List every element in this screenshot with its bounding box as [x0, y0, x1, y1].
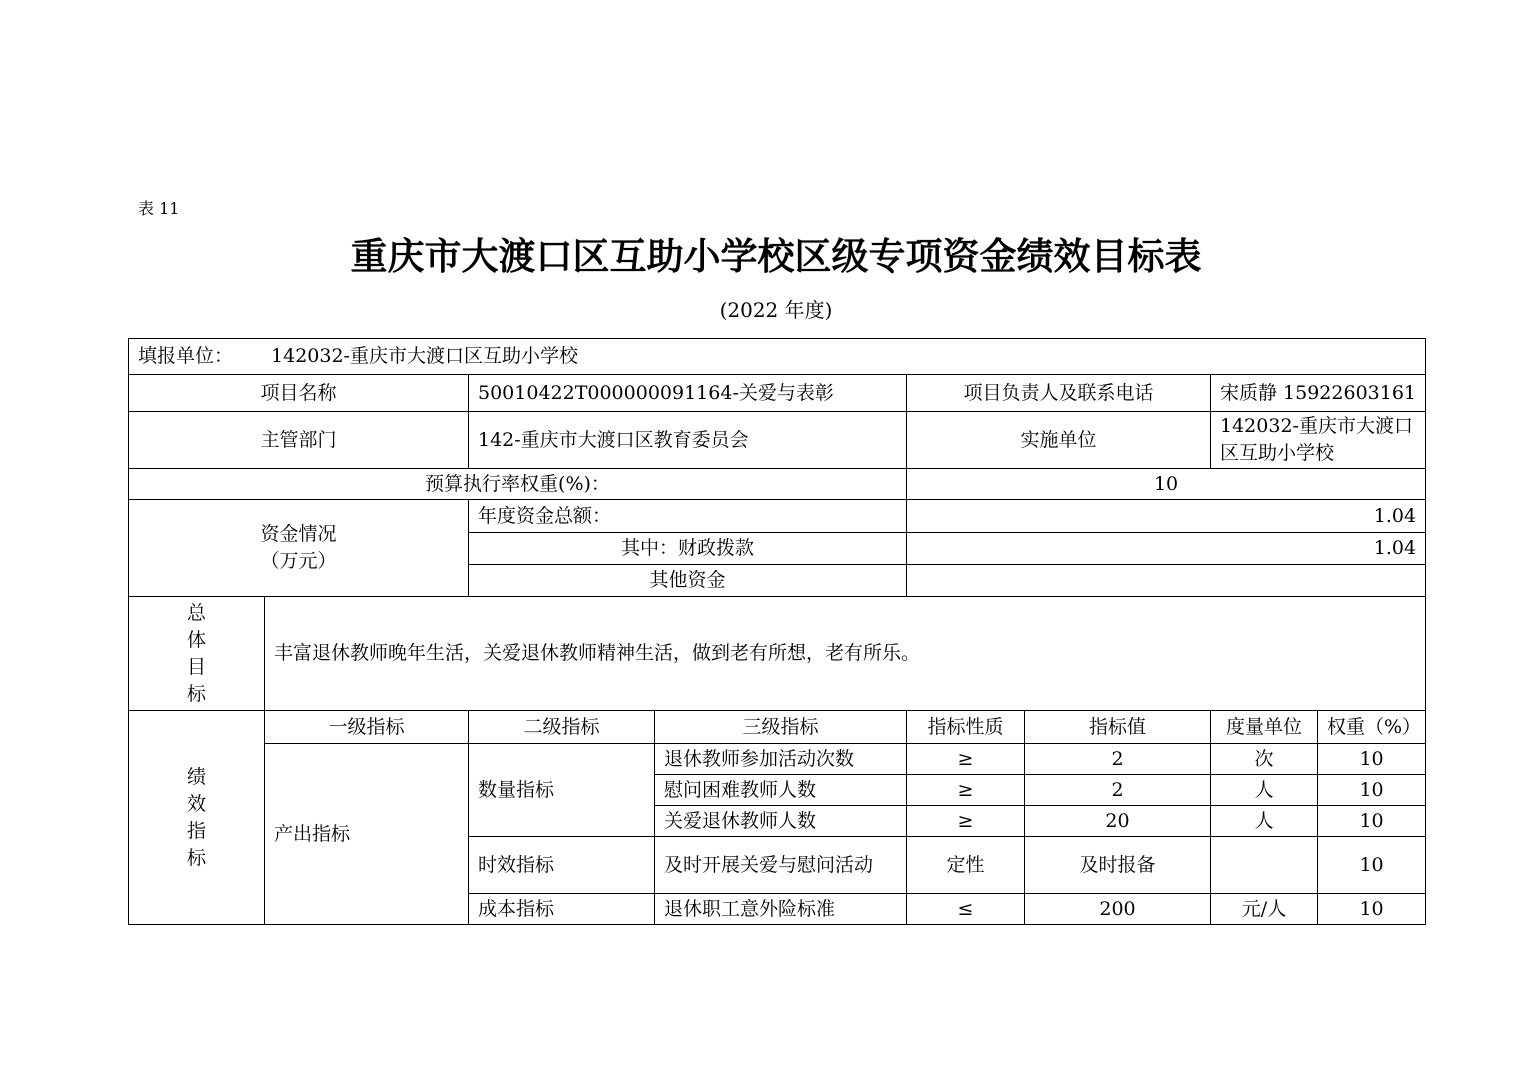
level2-indicator: 数量指标: [469, 744, 655, 837]
fill-unit-label: 填报单位：: [138, 345, 234, 367]
fill-unit-value: 142032-重庆市大渡口区互助小学校: [271, 345, 578, 367]
indicator-value: 2: [1025, 744, 1211, 775]
indicator-value: 200: [1025, 894, 1211, 925]
indicator-weight: 10: [1318, 837, 1426, 894]
level3-indicator: 退休教师参加活动次数: [655, 744, 907, 775]
level3-indicator: 及时开展关爱与慰问活动: [655, 837, 907, 894]
indicator-weight: 10: [1318, 744, 1426, 775]
indicator-nature: ≥: [907, 806, 1025, 837]
indicator-weight: 10: [1318, 894, 1426, 925]
level3-indicator: 慰问困难教师人数: [655, 775, 907, 806]
table-row: [129, 744, 1426, 775]
indicator-unit: 人: [1211, 806, 1318, 837]
funds-total-value: 1.04: [907, 500, 1426, 533]
goal-label-char: 体: [186, 628, 206, 651]
indicator-unit: 元/人: [1211, 894, 1318, 925]
dept-label: 主管部门: [129, 412, 469, 469]
impl-value: 142032-重庆市大渡口区互助小学校: [1211, 412, 1426, 469]
funds-other-value: [907, 565, 1426, 597]
indicator-value: 20: [1025, 806, 1211, 837]
contact-value: 宋质静 15922603161: [1211, 375, 1426, 412]
funds-unit: （万元）: [260, 550, 337, 572]
contact-label: 项目负责人及联系电话: [907, 375, 1211, 412]
header-weight: 权重（%）: [1318, 711, 1426, 744]
table-number: 表 11: [138, 199, 180, 218]
document-year: (2022 年度): [719, 298, 833, 322]
funds-fiscal-label: 其中：财政拨款: [469, 533, 907, 565]
indicator-header-row: [129, 711, 1426, 744]
goal-label-char: 目: [186, 655, 206, 678]
funds-total-label: 年度资金总额：: [469, 500, 907, 533]
indicator-label-char: 指: [186, 819, 206, 842]
indicator-nature: 定性: [907, 837, 1025, 894]
impl-label: 实施单位: [907, 412, 1211, 469]
header-unit: 度量单位: [1211, 711, 1318, 744]
indicator-label: [129, 711, 265, 925]
indicator-label-char: 效: [186, 792, 206, 815]
level2-indicator: 时效指标: [469, 837, 655, 894]
indicator-label-char: 绩: [186, 765, 206, 788]
budget-rate-row: [129, 469, 1426, 500]
document-title: 重庆市大渡口区互助小学校区级专项资金绩效目标表: [350, 235, 1202, 278]
header-level2: 二级指标: [469, 711, 655, 744]
level3-indicator: 关爱退休教师人数: [655, 806, 907, 837]
project-name-value: 50010422T000000091164-关爱与表彰: [469, 375, 907, 412]
fill-unit-row: [129, 339, 1426, 375]
indicator-nature: ≤: [907, 894, 1025, 925]
level1-indicator: 产出指标: [265, 744, 469, 925]
indicator-nature: ≥: [907, 744, 1025, 775]
indicator-weight: 10: [1318, 775, 1426, 806]
header-level3: 三级指标: [655, 711, 907, 744]
overall-goal-row: [129, 597, 1426, 711]
overall-goal-text: 丰富退休教师晚年生活，关爱退休教师精神生活，做到老有所想，老有所乐。: [265, 597, 1426, 711]
funds-other-label: 其他资金: [469, 565, 907, 597]
indicator-value: 2: [1025, 775, 1211, 806]
project-name-label: 项目名称: [129, 375, 469, 412]
indicator-unit: [1211, 837, 1318, 894]
funds-total-row: [129, 500, 1426, 533]
indicator-unit: 次: [1211, 744, 1318, 775]
indicator-unit: 人: [1211, 775, 1318, 806]
indicator-weight: 10: [1318, 806, 1426, 837]
dept-row: [129, 412, 1426, 469]
fill-unit-cell: [129, 339, 1426, 375]
performance-target-table: [128, 338, 1426, 925]
indicator-label-char: 标: [186, 846, 206, 869]
level2-indicator: 成本指标: [469, 894, 655, 925]
goal-label-char: 总: [186, 601, 206, 624]
header-value: 指标值: [1025, 711, 1211, 744]
funds-label: 资金情况: [260, 523, 337, 545]
header-level1: 一级指标: [265, 711, 469, 744]
project-name-row: [129, 375, 1426, 412]
budget-rate-value: 10: [907, 469, 1426, 500]
indicator-value: 及时报备: [1025, 837, 1211, 894]
funds-label-cell: [129, 500, 469, 597]
header-nature: 指标性质: [907, 711, 1025, 744]
indicator-nature: ≥: [907, 775, 1025, 806]
overall-goal-label: [129, 597, 265, 711]
goal-label-char: 标: [186, 682, 206, 705]
budget-rate-label: 预算执行率权重(%)：: [129, 469, 907, 500]
funds-fiscal-value: 1.04: [907, 533, 1426, 565]
level3-indicator: 退休职工意外险标准: [655, 894, 907, 925]
dept-value: 142-重庆市大渡口区教育委员会: [469, 412, 907, 469]
